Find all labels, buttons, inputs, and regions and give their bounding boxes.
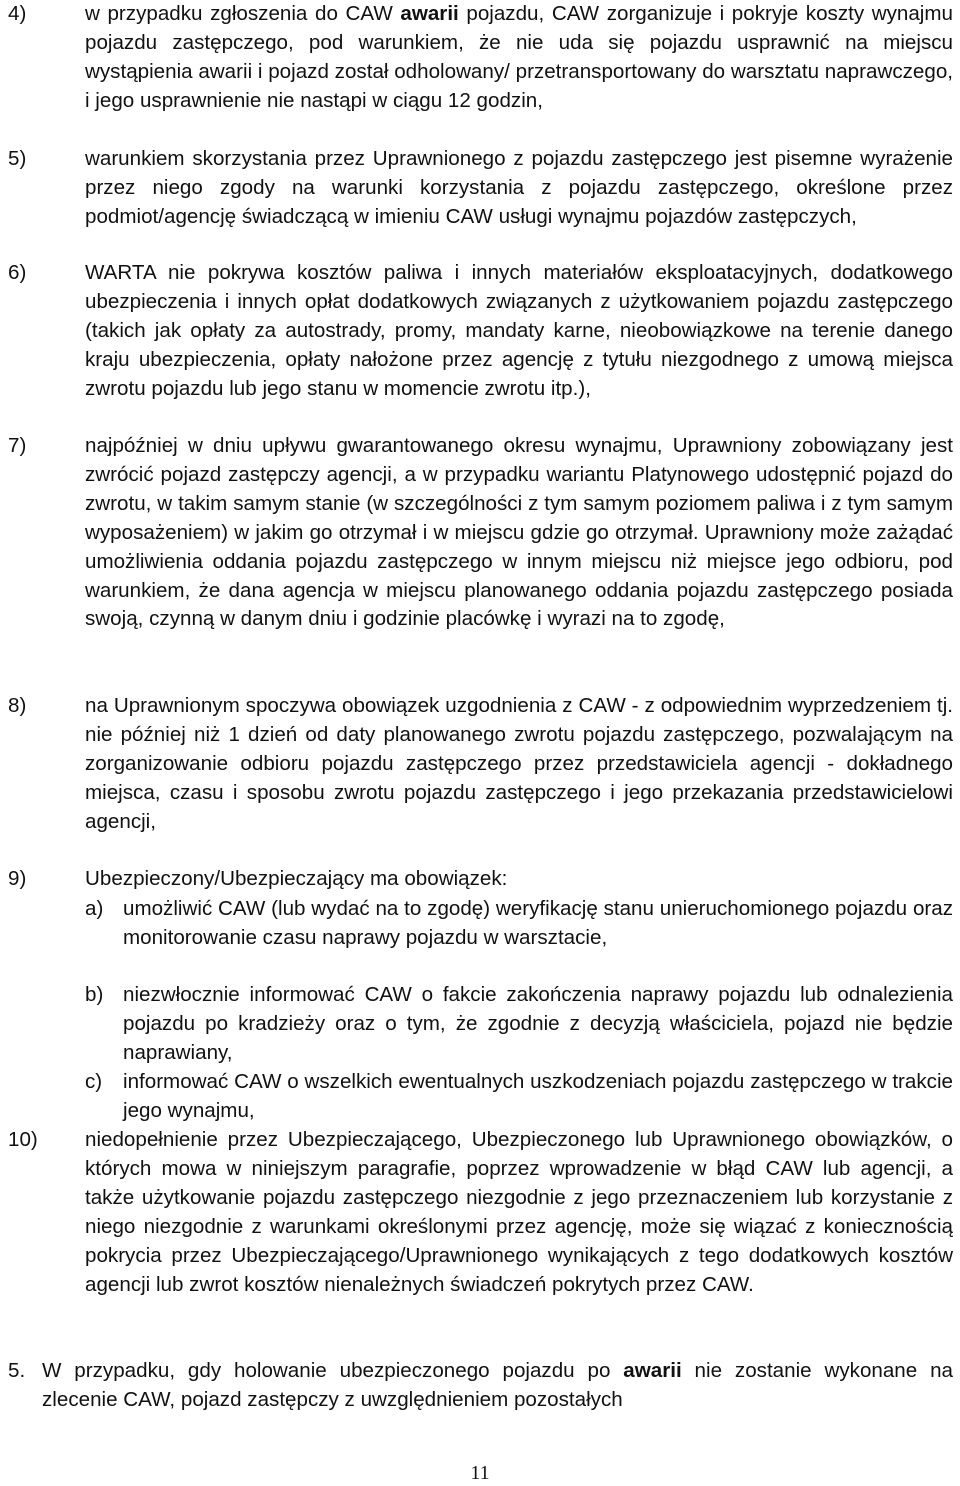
list-item-7: najpóźniej w dniu upływu gwarantowanego okresu wynajmu, Uprawniony zobowiązany jest zwrócić pojazd zastępczy agencji, a w przypadku wariantu Platynowego udostępnić pojazd do zwrotu, w takim samym stanie (w szczególności z tym samym poziomem paliwa i z tym samym wyposażeniem) w jakim go otrzymał i w miejscu gdzie go otrzymał. Uprawniony może zażądać umożliwienia oddania pojazdu zastępczego w innym miejscu niż miejsce jego odbioru, pod warunkiem, że dana agencja w miejscu planowanego oddania pojazdu zastępczego posiada swoją, czynną w danym dniu i godzinie placówkę i wyrazi na to zgodę, <box>85 434 953 631</box>
list-item-8: na Uprawnionym spoczywa obowiązek uzgodnienia z CAW - z odpowiednim wyprzedzeniem tj. nie później niż 1 dzień od daty planowanego zwrotu pojazdu zastępczego, pozwalającym na zorganizowanie odbioru pojazdu zastępczego przez przedstawiciela agencji - dokładnego miejsca, czasu i sposobu zwrotu pojazdu zastępczego i jego przekazania przedstawicielowi agencji, <box>85 694 953 833</box>
sub-item-c: informować CAW o wszelkich ewentualnych uszkodzeniach pojazdu zastępczego w trakcie jego wynajmu, <box>123 1070 953 1122</box>
subitem-letter: a) <box>85 897 104 920</box>
item-text: w przypadku zgłoszenia do CAW <box>85 2 401 25</box>
item-text: W przypadku, gdy holowanie ubezpieczonego pojazdu po <box>42 1359 624 1382</box>
item-number: 9) <box>8 867 27 890</box>
item-number: 6) <box>8 261 27 284</box>
sub-item-a: umożliwić CAW (lub wydać na to zgodę) weryfikację stanu unieruchomionego pojazdu oraz monitorowanie czasu naprawy pojazdu w warsztacie, <box>123 897 953 949</box>
item-text: nie zostanie wykonane na zlecenie CAW, pojazd zastępczy z uwzględnieniem pozostałych <box>42 1359 953 1411</box>
subitem-letter: c) <box>85 1070 103 1093</box>
list-item-6: WARTA nie pokrywa kosztów paliwa i innych materiałów eksploatacyjnych, dodatkowego ubezpieczenia i innych opłat dodatkowych związanych z użytkowaniem pojazdu zastępczego (takich jak opłaty za autostrady, promy, mandaty karne, nieobowiązkowe na terenie danego kraju ubezpieczenia, opłaty nałożone przez agencję z tytułu niezgodnego z umową miejsca zwrotu pojazdu lub jego stanu w momencie zwrotu itp.), <box>85 261 953 400</box>
list-item-10: niedopełnienie przez Ubezpieczającego, Ubezpieczonego lub Uprawnionego obowiązków, o których mowa w niniejszym paragrafie, poprzez wprowadzenie w błąd CAW lub agencji, a także użytkowanie pojazdu zastępczego niezgodnie z jego przeznaczeniem lub korzystanie z niego niezgodnie z warunkami określonymi przez agencję, może się wiązać z koniecznością pokrycia przez Ubezpieczającego/Uprawnionego wynikających z tego dodatkowych kosztów agencji lub zwrot kosztów nienależnych świadczeń pokrytych przez CAW. <box>85 1128 953 1296</box>
sub-item-b: niezwłocznie informować CAW o fakcie zakończenia naprawy pojazdu lub odnalezienia pojazdu po kradzieży oraz o tym, że zgodnie z decyzją właściciela, pojazd nie będzie naprawiany, <box>123 983 953 1064</box>
item-number: 7) <box>8 434 27 457</box>
list-item-4 <box>85 0 953 116</box>
emphasis-text: awarii <box>623 1359 682 1382</box>
item-number: 10) <box>8 1128 38 1151</box>
list-item-5: warunkiem skorzystania przez Uprawnionego z pojazdu zastępczego jest pisemne wyrażenie przez niego zgody na warunki korzystania z pojazdu zastępczego, określone przez podmiot/agencję świadczącą w imieniu CAW usługi wynajmu pojazdów zastępczych, <box>85 147 953 228</box>
list-item-9: Ubezpieczony/Ubezpieczający ma obowiązek: <box>85 867 508 890</box>
item-number: 8) <box>8 694 27 717</box>
section-number: 5. <box>8 1359 26 1382</box>
item-number: 5) <box>8 147 27 170</box>
subitem-letter: b) <box>85 983 104 1006</box>
page-number: 11 <box>470 1462 490 1484</box>
section-5-paragraph <box>42 1357 953 1415</box>
item-number: 4) <box>8 2 27 25</box>
item-text: pojazdu, CAW zorganizuje i pokryje koszty wynajmu pojazdu zastępczego, pod warunkiem, że nie uda się pojazdu usprawnić na miejscu wystąpienia awarii i pojazd został odholowany/ przetransportowany do warsztatu naprawczego, i jego usprawnienie nie nastąpi w ciągu 12 godzin, <box>85 2 953 112</box>
emphasis-text: awarii <box>400 2 459 25</box>
